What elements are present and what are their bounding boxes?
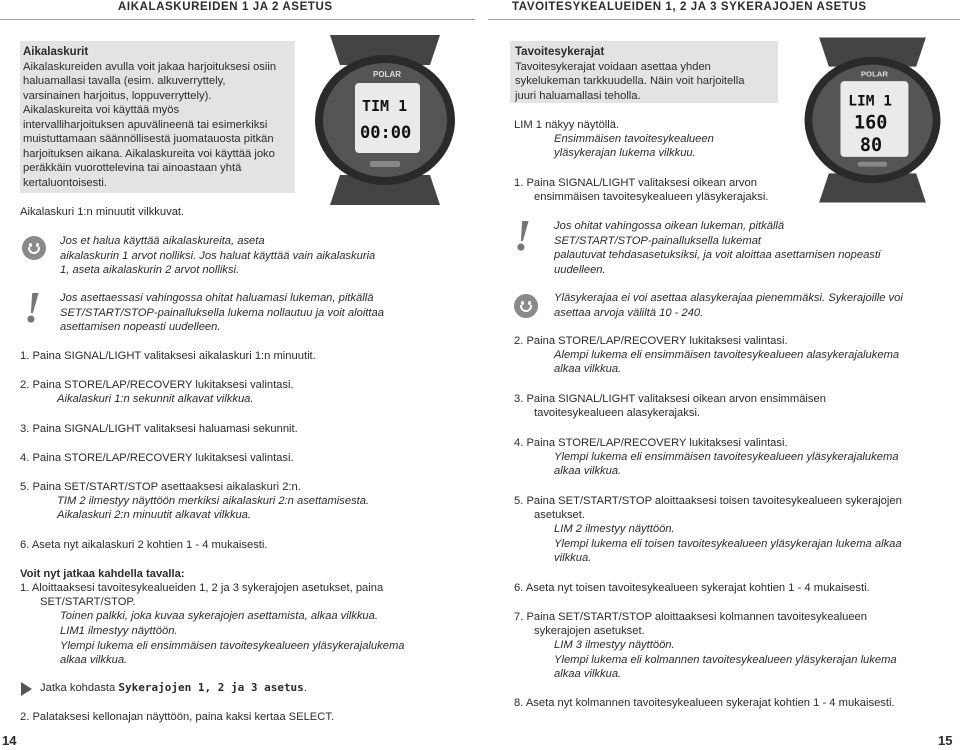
- hr-limits-box-title: Tavoitesykerajat: [515, 46, 605, 58]
- continue-title: Voit nyt jatkaa kahdella tavalla:: [20, 568, 185, 580]
- continue-option-1-note: alkaa vilkkua.: [60, 654, 128, 666]
- jump-suffix: .: [303, 682, 307, 694]
- left-step-2: 2. Paina STORE/LAP/RECOVERY lukitaksesi valintasi.: [20, 379, 294, 391]
- right-page-number: 15: [938, 733, 953, 748]
- timers-box-line: peräkkäin vuorottelevina tai ainoastaan yhtä: [23, 162, 242, 174]
- timers-box-line: haluamallasi tavalla (esim. alkuverryttely,: [23, 75, 226, 87]
- right-step-7: 7. Paina SET/START/STOP aloittaaksesi kolmannen tavoitesykealueen: [514, 611, 868, 623]
- right-step-5-note: Ylempi lukema eli toisen tavoitesykealueen yläsykerajan lukema alkaa: [554, 538, 902, 550]
- left-page-header: AIKALASKUREIDEN 1 JA 2 ASETUS: [118, 1, 333, 13]
- timers-box-line: Aikalaskureita voi käyttää myös: [23, 104, 180, 116]
- timers-box-title: Aikalaskurit: [23, 46, 89, 58]
- left-step-4: 4. Paina STORE/LAP/RECOVERY lukitaksesi valintasi.: [20, 452, 294, 464]
- warning-line: SET/START/STOP-painalluksella lukemat: [554, 234, 762, 247]
- warning-line: Jos asettaessasi vahingossa ohitat haluamasi lukeman, pitkällä: [60, 292, 374, 304]
- watch-limits-illustration: [790, 35, 955, 205]
- right-step-3-cont: tavoitesykealueen alasykerajaksi.: [534, 407, 701, 419]
- timers-box-line: intervalliharjoituksen apuvälineenä tai esimerkiksi: [23, 118, 268, 131]
- continue-option-2: 2. Palataksesi kellonajan näyttöön, paina kaksi kertaa SELECT.: [20, 711, 335, 723]
- right-step-4-note: Ylempi lukema eli ensimmäisen tavoitesykealueen yläsykerajalukema: [554, 451, 899, 463]
- continue-option-1-note: Ylempi lukema eli ensimmäisen tavoitesykealueen yläsykerajalukema: [60, 640, 405, 652]
- left-step-1: 1. Paina SIGNAL/LIGHT valitaksesi aikalaskuri 1:n minuutit.: [20, 350, 316, 362]
- left-step-5-note-2: Aikalaskuri 2:n minuutit alkavat vilkkua.: [57, 509, 252, 521]
- warning-line: uudelleen.: [554, 263, 606, 276]
- right-page-header: TAVOITESYKEALUEIDEN 1, 2 JA 3 SYKERAJOJEN ASETUS: [512, 1, 867, 13]
- right-step-6: 6. Aseta nyt toisen tavoitesykealueen sykerajat kohtien 1 - 4 mukaisesti.: [514, 582, 870, 594]
- left-step-5-note-1: TIM 2 ilmestyy näyttöön merkiksi aikalaskuri 2:n asettamisesta.: [57, 495, 370, 507]
- warning-exclamation-icon: !: [514, 211, 532, 260]
- right-step-4-note: alkaa vilkkua.: [554, 465, 622, 477]
- right-step-2-note: alkaa vilkkua.: [554, 363, 622, 375]
- limits-warning-text: [554, 219, 881, 277]
- continue-option-1: 1. Aloittaaksesi tavoitesykealueiden 1, 2 ja 3 sykerajojen asetukset, paina: [20, 582, 384, 594]
- warning-line: SET/START/STOP-painalluksella lukema nollautuu ja voit aloittaa: [60, 306, 384, 319]
- arrow-right-icon: [21, 682, 32, 696]
- tip-line: aikalaskurin 1 arvot nolliksi. Jos haluat käyttää vain aikalaskuria: [60, 249, 376, 262]
- tip-line: asettaa arvoja väliltä 10 - 240.: [554, 306, 704, 319]
- warning-line: Jos ohitat vahingossa oikean lukeman, pitkällä: [554, 220, 785, 232]
- right-step-5-note: LIM 2 ilmestyy näyttöön.: [554, 523, 675, 535]
- timer-warning-text: [60, 291, 384, 335]
- hr-limits-box-line: juuri haluamallasi teholla.: [515, 89, 641, 102]
- watch-display-line2: 160: [854, 112, 888, 134]
- watch-display-line2: 00:00: [360, 123, 412, 143]
- continue-option-1-note: LIM1 ilmestyy näyttöön.: [60, 625, 178, 637]
- continue-option-1-cont: SET/START/STOP.: [40, 596, 136, 608]
- right-step-2-note: Alempi lukema eli ensimmäisen tavoitesykealueen alasykerajalukema: [554, 349, 900, 361]
- right-header-rule: [488, 19, 960, 20]
- watch-timer-illustration: [300, 35, 470, 205]
- tip-smiley-icon: [514, 294, 538, 318]
- warning-line: palautuvat tehdasasetuksiksi, ja voit aloittaa asettamisen nopeasti: [554, 249, 881, 261]
- watch-button: [858, 162, 887, 167]
- tip-line: 1, aseta aikalaskurin 2 arvot nolliksi.: [60, 264, 240, 276]
- right-step-7-note: LIM 3 ilmestyy näyttöön.: [554, 639, 675, 651]
- right-step-3: 3. Paina SIGNAL/LIGHT valitaksesi oikean arvon ensimmäisen: [514, 393, 826, 405]
- right-step-7-note: Ylempi lukema eli kolmannen tavoitesykealueen yläsykerajan lukema: [554, 654, 897, 666]
- right-step-1: 1. Paina SIGNAL/LIGHT valitaksesi oikean arvon: [514, 177, 757, 189]
- left-step-3: 3. Paina SIGNAL/LIGHT valitaksesi haluamasi sekunnit.: [20, 423, 298, 435]
- limits-tip-text: [554, 291, 903, 320]
- tip-line: Yläsykerajaa ei voi asettaa alasykerajaa pienemmäksi. Sykerajoille voi: [554, 292, 903, 304]
- jump-prefix: Jatka kohdasta: [40, 682, 119, 694]
- right-step-2: 2. Paina STORE/LAP/RECOVERY lukitaksesi valintasi.: [514, 335, 788, 347]
- right-step-7-note: alkaa vilkkua.: [554, 668, 622, 680]
- right-step-5-note: vilkkua.: [554, 552, 592, 564]
- jump-section-name: Sykerajojen 1, 2 ja 3 asetus: [118, 681, 304, 694]
- right-step-7-cont: sykerajojen asetukset.: [534, 625, 645, 637]
- left-page-number: 14: [2, 733, 17, 748]
- watch-display-line3: 80: [859, 135, 883, 157]
- timer-intro-text: Aikalaskuri 1:n minuutit vilkkuvat.: [20, 206, 185, 218]
- lim-shown-text: LIM 1 näkyy näytöllä.: [514, 119, 620, 131]
- left-step-5: 5. Paina SET/START/STOP asettaaksesi aikalaskuri 2:n.: [20, 481, 301, 493]
- hr-limits-box-line: sykelukeman tarkkuudella. Näin voit harjoitella: [515, 75, 745, 87]
- watch-display-line1: TIM 1: [362, 97, 408, 115]
- timers-info-box: [20, 41, 295, 193]
- timers-box-line: muistuttamaan säännöllisestä juomatauosta pitkän: [23, 133, 274, 145]
- watch-brand: POLAR: [860, 69, 889, 79]
- warning-exclamation-icon: !: [24, 283, 42, 332]
- hr-limits-box-line: Tavoitesykerajat voidaan asettaa yhden: [515, 60, 711, 73]
- right-step-5: 5. Paina SET/START/STOP aloittaaksesi toisen tavoitesykealueen sykerajojen: [514, 495, 902, 507]
- warning-line: asettamisen nopeasti uudelleen.: [60, 321, 221, 333]
- lim-note: yläsykerajan lukema vilkkuu.: [554, 147, 696, 159]
- tip-smiley-icon: [22, 236, 46, 260]
- timers-box-line: harjoituksen aikana. Aikalaskureita voi käyttää joko: [23, 147, 275, 160]
- timers-box-line: kertaluontoisesti.: [23, 176, 107, 189]
- watch-brand: POLAR: [373, 70, 401, 79]
- lim-note: Ensimmäisen tavoitesykealueen: [554, 133, 714, 145]
- hr-limits-info-box: [510, 41, 778, 103]
- tip-line: Jos et halua käyttää aikalaskureita, aseta: [60, 235, 265, 247]
- right-step-5-cont: asetukset.: [534, 509, 585, 521]
- left-step-2-note: Aikalaskuri 1:n sekunnit alkavat vilkkua.: [57, 393, 254, 405]
- timers-box-line: varsinainen harjoitus, loppuverryttely).: [23, 89, 212, 102]
- right-step-4: 4. Paina STORE/LAP/RECOVERY lukitaksesi valintasi.: [514, 437, 788, 449]
- left-step-6: 6. Aseta nyt aikalaskuri 2 kohtien 1 - 4 mukaisesti.: [20, 539, 268, 551]
- watch-display-line1: LIM 1: [848, 92, 893, 110]
- watch-button: [370, 161, 400, 167]
- left-header-rule: [0, 19, 475, 20]
- continue-option-1-note: Toinen palkki, joka kuvaa sykerajojen asettamista, alkaa vilkkua.: [60, 610, 378, 622]
- continue-jump-text: [40, 681, 307, 696]
- timer-tip-text: [60, 234, 375, 278]
- right-step-8: 8. Aseta nyt kolmannen tavoitesykealueen sykerajat kohtien 1 - 4 mukaisesti.: [514, 697, 895, 709]
- timers-box-line: Aikalaskureiden avulla voit jakaa harjoituksesi osiin: [23, 60, 277, 73]
- right-step-1-cont: ensimmäisen tavoitesykealueen yläsykerajaksi.: [534, 191, 769, 203]
